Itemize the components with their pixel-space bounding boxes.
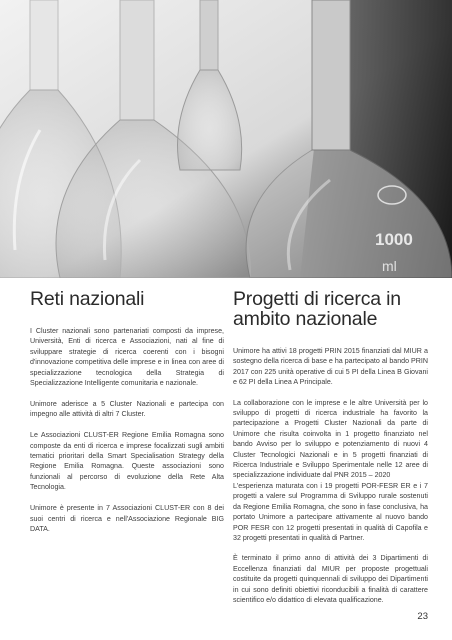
left-column	[30, 289, 224, 545]
right-column	[233, 289, 428, 615]
flask-unit: ml	[382, 258, 397, 274]
paragraph: I Cluster nazionali sono partenariati composti da imprese, Università, Enti di ricerca e Associazioni, nati al fine di sviluppare strategie di ricerca coerenti con i bisogni d'innovazione competitiva delle imprese e in linea con aree di specializzazione tecnologica della Strategia di Specializzazione Intelligente comunitaria e nazionale.	[30, 327, 224, 388]
page-number: 23	[417, 611, 428, 622]
flask-label: 1000	[375, 230, 413, 249]
paragraph: Unimore ha attivi 18 progetti PRIN 2015 finanziati dal MIUR a sostegno della ricerca di base e ha partecipato al bando PRIN 2017 con 225 unità operative di cui 5 PI della Linea B Giovani e 62 PI della Linea A Principale.	[233, 347, 428, 387]
paragraph: È terminato il primo anno di attività dei 3 Dipartimenti di Eccellenza finanziati dal MIUR per proposte progettuali costituite da progetti quinquennali di sviluppo dei Dipartimenti in cui sono definiti obiettivi riconducibili a finalità di carattere scientifico e/o didattico di elevata qualificazione.	[233, 554, 428, 604]
section-title-reti-nazionali: Reti nazionali	[30, 288, 145, 310]
section-title-progetti-ricerca: Progetti di ricerca in ambito nazionale	[233, 288, 401, 330]
paragraph: Le Associazioni CLUST-ER Regione Emilia Romagna sono composte da enti di ricerca e imprese focalizzati sugli ambiti tematici prioritari della Smart Specialisation Strategy della Regione Emilia Romagna. Queste associazioni sono funzionali al percorso di evoluzione della Rete Alta Tecnologia.	[30, 431, 224, 492]
paragraph: La collaborazione con le imprese e le altre Università per lo sviluppo di progetti di ricerca industriale ha favorito la partecipazione a Progetti Cluster Nazionali da parte di Unimore che risulta coinvolta in 1 progetto finanziato nel bando Avviso per lo sviluppo e potenziamento di nuovi 4 Cluster Tecnologici Nazionali e in 5 progetti finanziati di Ricerca Industriale e Sviluppo Sperimentale nelle 12 aree di specializzazione individuate dal PNR 2015 – 2020 L'esperienza maturata con i 19 progetti POR-FESR ER e i 7 progetti a valere sul Programma di Sviluppo rurale sostenuti da Regione Emilia Romagna, che sono in fase conclusiva, ha portato Unimore a partecipare attivamente al nuovo bando POR FESR con 12 progetti presentati in qualità di Capofila e 32 progetti presentati in qualità di Partner.	[233, 398, 428, 542]
paragraph: Unimore aderisce a 5 Cluster Nazionali e partecipa con impegno alle attività di altri 7 Cluster.	[30, 399, 224, 419]
flasks-photo-graphic	[0, 0, 452, 278]
header-photo	[0, 0, 452, 278]
paragraph: Unimore è presente in 7 Associazioni CLUST-ER con 8 dei suoi centri di ricerca e nell'Associazione Regionale BIG DATA.	[30, 504, 224, 533]
